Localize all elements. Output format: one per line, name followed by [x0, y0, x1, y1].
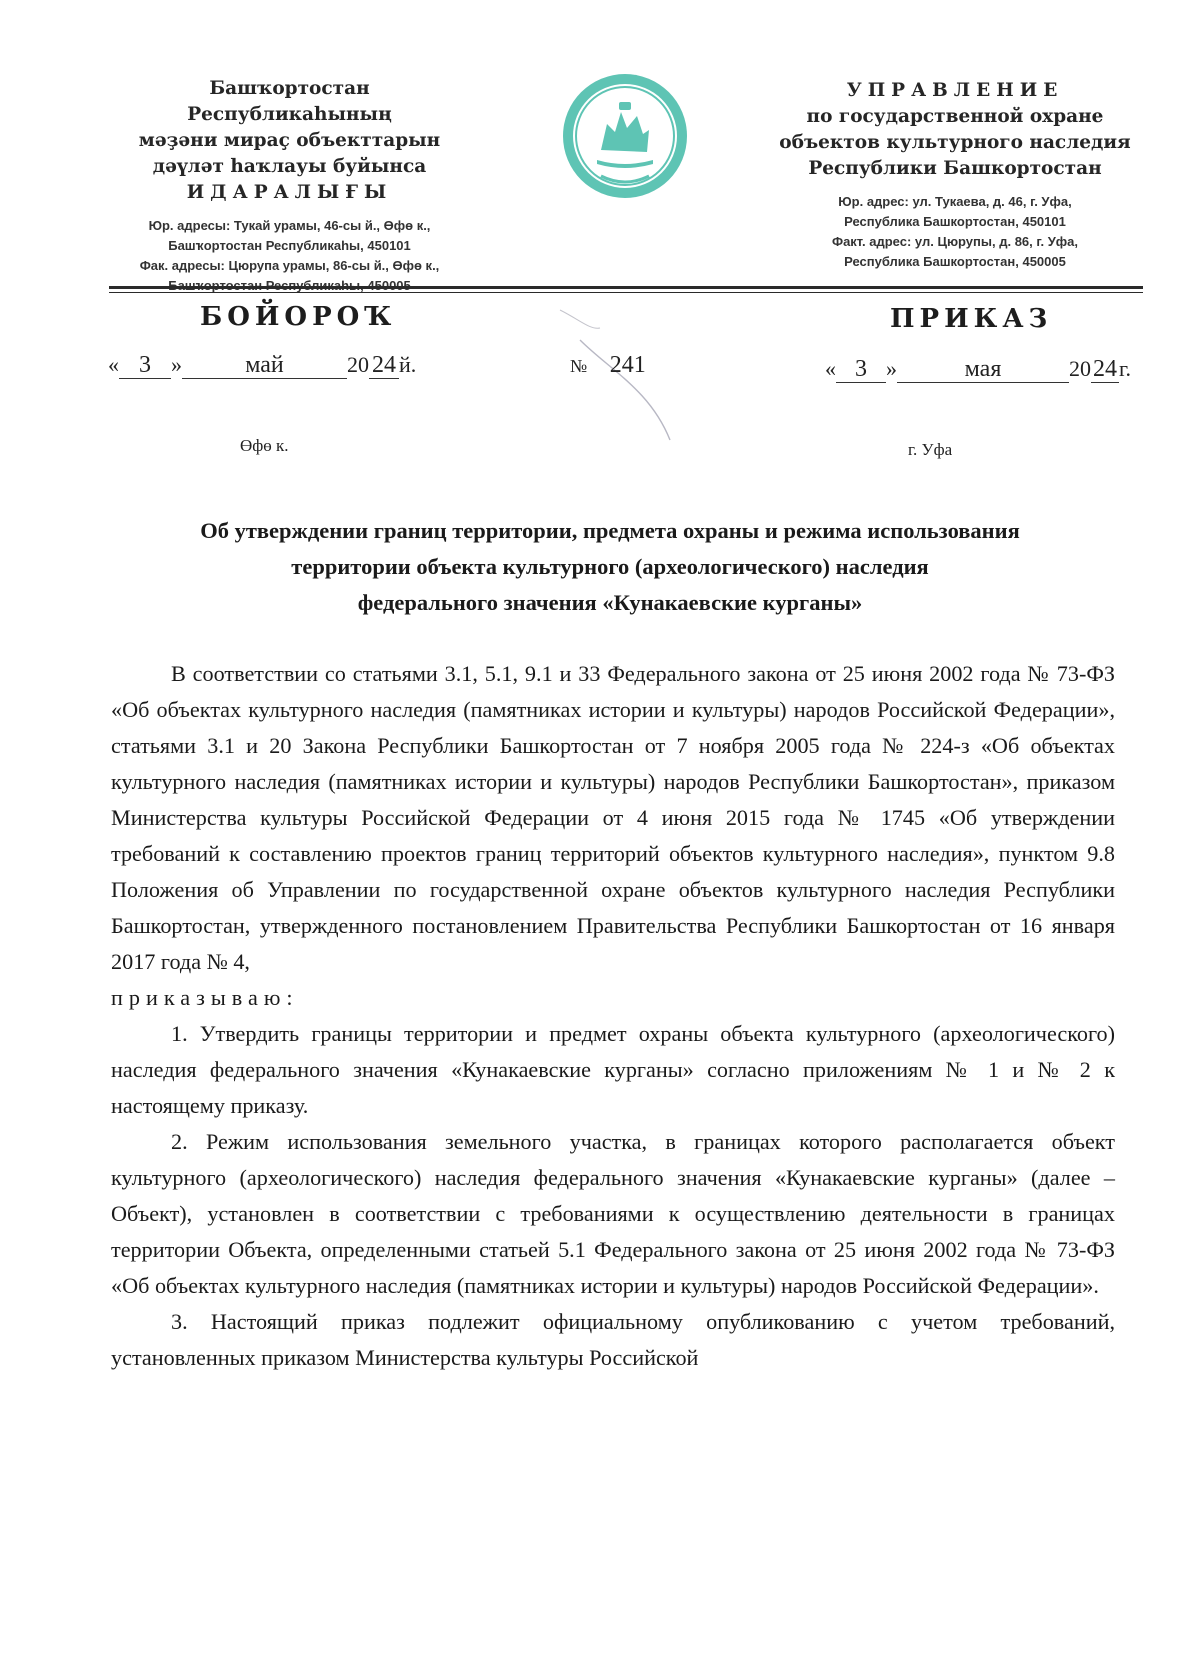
date-right — [825, 356, 1131, 383]
order-title-line2: территории объекта культурного (археологического) наследия — [291, 554, 929, 579]
date-right-month: мая — [897, 356, 1069, 383]
order-title-line3: федерального значения «Кунакаевские курганы» — [357, 590, 863, 615]
body-paragraph-1: В соответствии со статьями 3.1, 5.1, 9.1 и 33 Федерального закона от 25 июня 2002 года № 73-ФЗ «Об объектах культурного наследия (памятниках истории и культуры) народов Российской Федерации», статьями 3.1 и 20 Закона Республики Башкортостан от 7 ноября 2005 года № 224-з «Об объектах культурного наследия (памятниках истории и культуры) народов Республики Башкортостан», приказом Министерства культуры Российской Федерации от 4 июня 2015 года № 1745 «Об утверждении требований к составлению проектов границ территорий объектов культурного наследия», пунктом 9.8 Положения об Управлении по государственной охране объектов культурного наследия Республики Башкортостан, утвержденного постановлением Правительства Республики Башкортостан от 16 января 2017 года № 4, — [111, 661, 1115, 974]
date-left-day: 3 — [119, 352, 171, 379]
header-right — [760, 78, 1150, 272]
header-right-addr3: Факт. адрес: ул. Цюрупы, д. 86, г. Уфа, — [831, 234, 1079, 249]
body-paragraph-2: 1. Утвердить границы территории и предмет охраны объекта культурного (археологического) наследия федерального значения «Кунакаевские курганы» согласно приложениям № 1 и № 2 к настоящему приказу. — [111, 1021, 1115, 1118]
order-number-value: 241 — [609, 352, 646, 378]
header-divider-thin — [109, 292, 1143, 293]
date-left-year-prefix: 20 — [347, 352, 369, 377]
order-number — [570, 352, 663, 378]
body-paragraph-3: 2. Режим использования земельного участка, в границах которого располагается объект культурного (археологического) наследия федерального значения «Кунакаевские курганы» (далее – Объект), установлен в соответствии с требованиями к осуществлению деятельности в границах территории Объекта, определенными статьей 5.1 Федерального закона от 25 июня 2002 года № 73-ФЗ «Об объектах культурного наследия (памятниках истории и культуры) народов Российской Федерации». — [111, 1129, 1115, 1298]
date-left — [108, 352, 416, 379]
order-number-label: № — [570, 356, 588, 376]
body-paragraph-1-ending: приказываю: — [111, 985, 299, 1010]
header-left-line2: мәҙәни мираҫ объекттарын — [138, 130, 441, 151]
date-left-open-quote: « — [108, 352, 119, 377]
header-right-addr1: Юр. адрес: ул. Тукаева, д. 46, г. Уфа, — [838, 194, 1072, 209]
header-left-addr3: Фак. адресы: Цюрупа урамы, 86-сы й., Өфө к., — [139, 258, 440, 273]
header-left-line3: дәүләт һаҡлауы буйынса — [152, 156, 427, 177]
date-right-year-prefix: 20 — [1069, 356, 1091, 381]
header-left-addr1: Юр. адресы: Тукай урамы, 46-сы й., Өфө к., — [148, 218, 431, 233]
date-right-close-quote: » — [886, 356, 897, 381]
order-title — [110, 513, 1110, 621]
header-left-address — [112, 216, 467, 296]
order-body — [111, 656, 1115, 1376]
pen-mark — [520, 300, 720, 460]
header-right-addr2: Республика Башкортостан, 450101 — [844, 214, 1066, 229]
date-left-close-quote: » — [171, 352, 182, 377]
header-divider-thick — [109, 286, 1143, 289]
header-right-line3: объектов культурного наследия — [779, 132, 1131, 153]
date-right-day: 3 — [836, 356, 886, 383]
header-right-addr4: Республика Башкортостан, 450005 — [844, 254, 1066, 269]
city-left: Өфө к. — [240, 436, 289, 455]
date-left-year-unit: й. — [399, 352, 417, 377]
header-right-line2: по государственной охране — [806, 106, 1104, 127]
body-paragraph-4: 3. Настоящий приказ подлежит официальному опубликованию с учетом требований, установленных приказом Министерства культуры Российской — [111, 1309, 1115, 1370]
header-left-addr2: Башҡортостан Республикаһы, 450101 — [168, 238, 411, 253]
date-left-year-suffix: 24 — [369, 352, 399, 379]
date-left-month: май — [182, 352, 347, 379]
date-right-year-suffix: 24 — [1093, 356, 1117, 382]
date-right-year-unit: г. — [1119, 356, 1132, 381]
header-right-line4: Республики Башкортостан — [808, 158, 1102, 179]
doc-type-right: ПРИКАЗ — [890, 304, 1053, 334]
doc-type-left: БОЙОРОҠ — [200, 302, 397, 332]
header-left-line4: ИДАРАЛЫҒЫ — [186, 182, 393, 203]
city-right: г. Уфа — [908, 440, 953, 459]
header-left — [112, 76, 467, 296]
header-right-line1: УПРАВЛЕНИЕ — [846, 80, 1064, 101]
date-right-open-quote: « — [825, 356, 836, 381]
order-title-line1: Об утверждении границ территории, предмета охраны и режима использования — [200, 518, 1020, 543]
republic-emblem-icon — [561, 72, 689, 200]
header-left-line1: Башҡортостан Республикаһының — [187, 78, 392, 125]
header-right-address — [760, 192, 1150, 272]
